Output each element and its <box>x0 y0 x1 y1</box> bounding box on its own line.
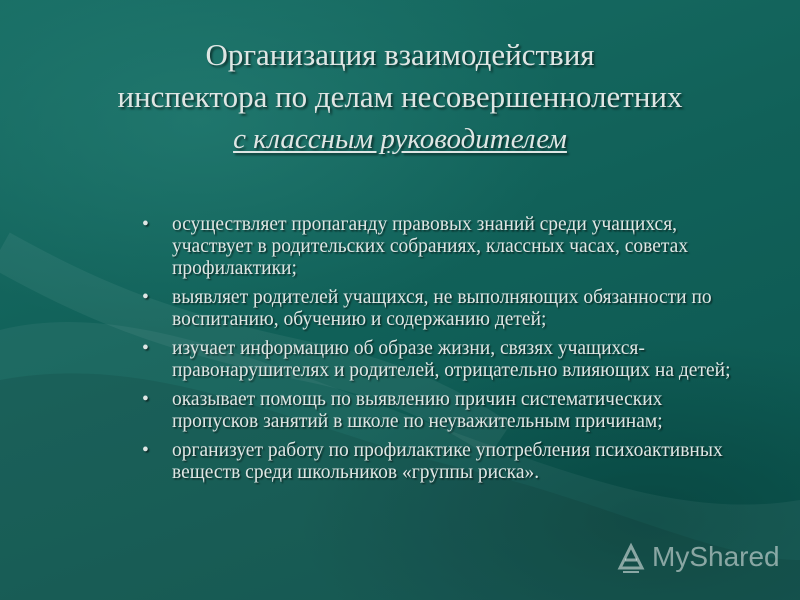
watermark-text: MyShared <box>652 541 780 572</box>
list-item-text: изучает информацию об образе жизни, связях учащихся-правонарушителях и родителей, отрицательно влияющих на детей; <box>172 338 731 381</box>
myshared-logo-icon <box>612 538 650 576</box>
title-line-2: инспектора по делам несовершеннолетних <box>117 79 683 114</box>
list-item <box>140 287 740 331</box>
list-item <box>140 214 740 280</box>
list-item-text: организует работу по профилактике употребления психоактивных веществ среди школьников «группы риска». <box>172 440 723 483</box>
bullet-icon: • <box>142 440 149 461</box>
list-item-text: выявляет родителей учащихся, не выполняющих обязанности по воспитанию, обучению и содержанию детей; <box>172 287 712 330</box>
bullet-list <box>140 214 740 491</box>
title-subtitle: с классным руководителем <box>233 123 567 155</box>
list-item <box>140 440 740 484</box>
list-item-text: осуществляет пропаганду правовых знаний среди учащихся, участвует в родительских собраниях, классных часах, советах профилактики; <box>172 214 689 279</box>
bullet-icon: • <box>142 389 149 410</box>
list-item-text: оказывает помощь по выявлению причин систематических пропусков занятий в школе по неуважительным причинам; <box>172 389 663 432</box>
title-line-1: Организация взаимодействия <box>205 37 595 72</box>
list-item <box>140 389 740 433</box>
list-item <box>140 338 740 382</box>
slide-title <box>40 34 760 160</box>
watermark <box>612 538 780 576</box>
bullet-icon: • <box>142 287 149 308</box>
bullet-icon: • <box>142 214 149 235</box>
bullet-icon: • <box>142 338 149 359</box>
